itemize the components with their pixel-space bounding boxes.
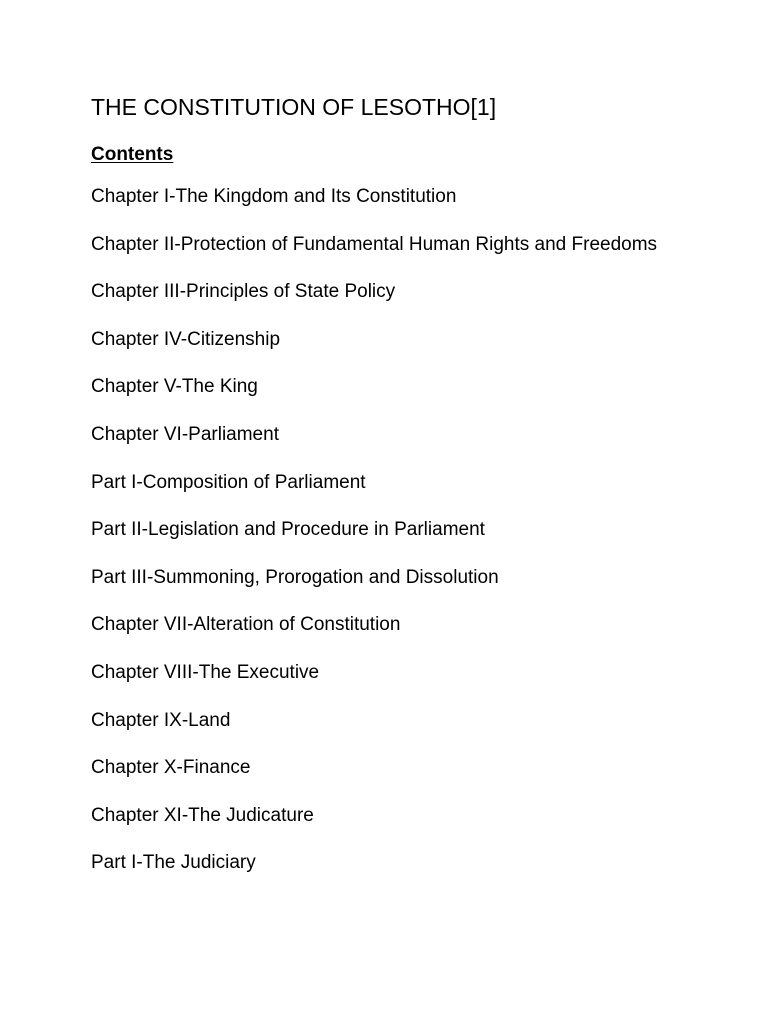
toc-entry: Part I-The Judiciary (91, 852, 256, 874)
toc-entry: Part II-Legislation and Procedure in Parliament (91, 519, 485, 541)
toc-entry: Part I-Composition of Parliament (91, 471, 366, 493)
toc-entry: Chapter II-Protection of Fundamental Human Rights and Freedoms (91, 233, 658, 255)
toc-entry: Chapter VIII-The Executive (91, 661, 320, 683)
toc-entry: Chapter VI-Parliament (91, 423, 279, 445)
toc-entry: Chapter VII-Alteration of Constitution (91, 614, 401, 636)
contents-heading: Contents (91, 144, 174, 165)
toc-entry: Chapter XI-The Judicature (91, 804, 314, 826)
table-of-contents (91, 185, 677, 899)
toc-entry: Part III-Summoning, Prorogation and Dissolution (91, 566, 499, 588)
toc-entry: Chapter III-Principles of State Policy (91, 281, 396, 303)
toc-entry: Chapter IX-Land (91, 709, 231, 731)
toc-entry: Chapter IV-Citizenship (91, 328, 281, 350)
toc-entry: Chapter V-The King (91, 376, 258, 398)
toc-entry: Chapter I-The Kingdom and Its Constitution (91, 186, 457, 207)
document-title: THE CONSTITUTION OF LESOTHO[1] (91, 94, 497, 120)
toc-entry: Chapter X-Finance (91, 757, 251, 779)
